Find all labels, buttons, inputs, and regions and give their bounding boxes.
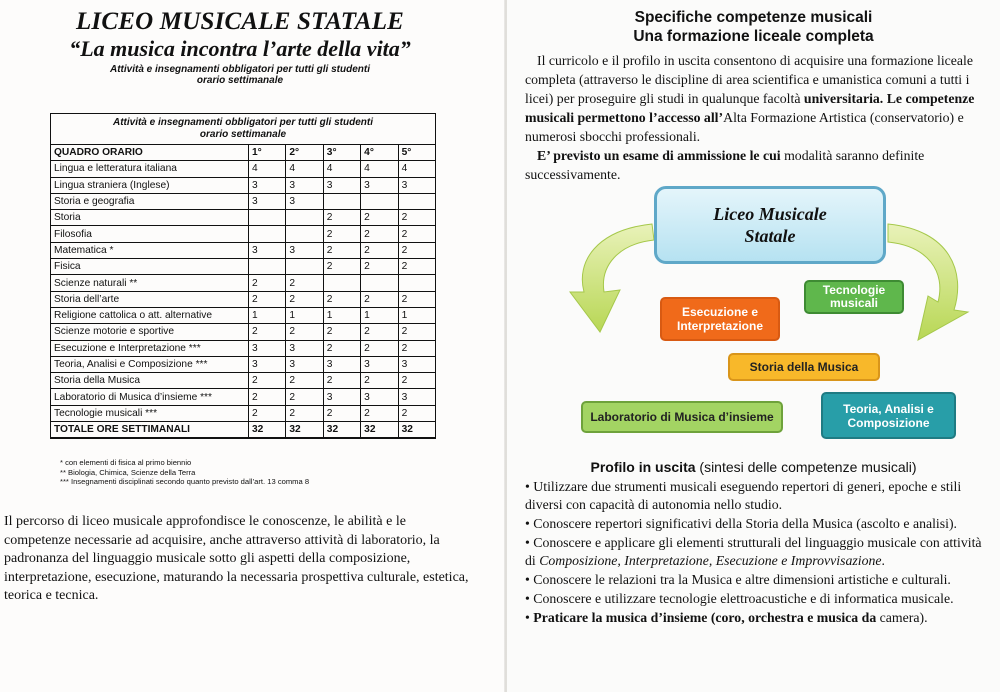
- table-cell-hours: 1: [398, 307, 435, 323]
- table-cell-subject: Scienze motorie e sportive: [51, 324, 249, 340]
- table-cell-hours: 2: [361, 226, 398, 242]
- table-cell-hours: 3: [249, 242, 286, 258]
- box-teoria-line1: Teoria, Analisi e: [843, 401, 934, 416]
- table-cell-subject: Teoria, Analisi e Composizione ***: [51, 356, 249, 372]
- schedule-table: [50, 113, 436, 439]
- table-cell-hours: 1°: [249, 145, 286, 161]
- left-arrow: [570, 224, 654, 332]
- box-tecnologie-line2: musicali: [829, 296, 878, 310]
- table-cell-hours: 32: [398, 422, 435, 438]
- table-cell-hours: [286, 226, 323, 242]
- table-cell-hours: 2°: [286, 145, 323, 161]
- box-esecuzione-line2: Interpretazione: [676, 319, 763, 333]
- footnotes: [60, 458, 309, 487]
- table-cell-hours: 2: [323, 259, 360, 275]
- table-cell-subject: TOTALE ORE SETTIMANALI: [51, 422, 249, 438]
- profile-title-bold: Profilo in uscita: [590, 459, 696, 475]
- table-cell-hours: 3: [249, 340, 286, 356]
- table-cell-hours: [398, 193, 435, 209]
- profile-title-rest: (sintesi delle competenze musicali): [695, 459, 917, 475]
- table-caption: [51, 114, 436, 145]
- list-item-text: Conoscere e applicare gli elementi strutturali del linguaggio musicale con attività di: [525, 535, 982, 569]
- table-cell-subject: QUADRO ORARIO: [51, 145, 249, 161]
- table-cell-hours: [361, 275, 398, 291]
- table-cell-hours: 2: [323, 340, 360, 356]
- list-item-text: camera).: [876, 610, 928, 626]
- table-cell-hours: 2: [398, 242, 435, 258]
- box-tecnologie-line1: Tecnologie: [822, 283, 886, 297]
- table-cell-hours: 32: [323, 422, 360, 438]
- table-cell-hours: 3: [398, 389, 435, 405]
- table-total-row: [51, 422, 436, 438]
- table-cell-hours: [249, 259, 286, 275]
- table-cell-hours: 2: [398, 291, 435, 307]
- table-cell-hours: 3: [361, 356, 398, 372]
- table-cell-hours: 3: [398, 356, 435, 372]
- table-row: [51, 259, 436, 275]
- table-cell-hours: 2: [249, 324, 286, 340]
- table-cell-hours: 2: [361, 210, 398, 226]
- table-cell-hours: 4°: [361, 145, 398, 161]
- footnote: ** Biologia, Chimica, Scienze della Terra: [60, 467, 196, 477]
- table-row: [51, 373, 436, 389]
- table-cell-hours: 2: [286, 373, 323, 389]
- table-cell-hours: 4: [361, 161, 398, 177]
- list-item: • Conoscere repertori significativi della Storia della Musica (ascolto e analisi).: [525, 516, 958, 532]
- admission-text: modalità saranno definite successivamente.: [525, 148, 925, 182]
- main-box-line2: Statale: [744, 226, 796, 246]
- right-page: [507, 0, 1000, 692]
- table-row: [51, 193, 436, 209]
- table-cell-hours: 3: [286, 356, 323, 372]
- table-cell-hours: 3: [249, 356, 286, 372]
- table-cell-hours: 2: [323, 324, 360, 340]
- table-cell-hours: 2: [361, 324, 398, 340]
- table-cell-hours: [398, 275, 435, 291]
- table-cell-hours: 1: [323, 307, 360, 323]
- table-cell-hours: 2: [286, 291, 323, 307]
- table-cell-subject: Matematica *: [51, 242, 249, 258]
- table-cell-hours: 2: [286, 389, 323, 405]
- table-cell-hours: 3: [323, 177, 360, 193]
- box-teoria: [821, 392, 956, 439]
- table-row: [51, 405, 436, 421]
- table-cell-hours: 2: [323, 373, 360, 389]
- table-cell-subject: Storia: [51, 210, 249, 226]
- table-cell-subject: Scienze naturali **: [51, 275, 249, 291]
- table-cell-hours: 4: [249, 161, 286, 177]
- section-title-line2: Una formazione liceale completa: [633, 28, 874, 45]
- intro-paragraph: [525, 51, 993, 146]
- table-cell-hours: [249, 210, 286, 226]
- table-cell-hours: 3: [249, 193, 286, 209]
- list-item: • Utilizzare due strumenti musicali eseguendo repertori di generi, epoche e stili diversi con capacità di autonomia nello studio.: [525, 479, 962, 513]
- table-cell-hours: 3: [361, 389, 398, 405]
- table-cell-hours: 2: [286, 324, 323, 340]
- table-cell-hours: 2: [249, 373, 286, 389]
- table-row: [51, 291, 436, 307]
- table-cell-hours: 1: [361, 307, 398, 323]
- footnote: *** Insegnamenti disciplinati secondo quanto previsto dall’art. 13 comma 8: [60, 477, 310, 487]
- intro-text-a: Il curricolo e il profilo in uscita consentono di acquisire una formazione liceale completa (attraverso le discipline di area scientifica e umanistica comuni a tutti i licei) per proseguire gli studi in qualunque facoltà: [525, 53, 973, 106]
- box-laboratorio: Laboratorio di Musica d’insieme: [581, 401, 783, 433]
- table-cell-subject: Tecnologie musicali ***: [51, 405, 249, 421]
- table-cell-subject: Storia della Musica: [51, 373, 249, 389]
- table-cell-hours: 3: [286, 242, 323, 258]
- table-caption-line1: Attività e insegnamenti obbligatori per tutti gli studenti: [112, 117, 373, 128]
- table-cell-hours: 32: [361, 422, 398, 438]
- table-header-row: [51, 145, 436, 161]
- table-cell-hours: 2: [361, 291, 398, 307]
- table-row: [51, 389, 436, 405]
- schedule-subtitle-line1: Attività e insegnamenti obbligatori per tutti gli studenti: [109, 64, 370, 75]
- table-cell-hours: 3: [398, 177, 435, 193]
- table-cell-hours: 3: [286, 177, 323, 193]
- intro-text: [525, 51, 993, 184]
- table-cell-hours: 2: [323, 291, 360, 307]
- table-cell-hours: 3: [361, 177, 398, 193]
- admission-paragraph: [525, 146, 993, 184]
- table-cell-hours: 2: [398, 340, 435, 356]
- table-cell-subject: Filosofia: [51, 226, 249, 242]
- table-cell-hours: 1: [249, 307, 286, 323]
- profile-list: [525, 478, 995, 628]
- list-item-text: Utilizzare due strumenti musicali eseguendo repertori di generi, epoche e stili diversi con capacità di autonomia nello studio.: [525, 479, 962, 513]
- table-row: [51, 210, 436, 226]
- table-cell-hours: 2: [323, 242, 360, 258]
- box-esecuzione: [660, 297, 780, 341]
- competences-diagram: [562, 180, 982, 450]
- main-box-line1: Liceo Musicale: [713, 204, 827, 224]
- course-description: Il percorso di liceo musicale approfondisce le conoscenze, le abilità e le competenze necessarie ad acquisire, anche attraverso attività di laboratorio, la padronanza del linguaggio musicale sotto gli aspetti della composizione, interpretazione, esecuzione, maturando la necessaria prospettiva culturale, estetica, teorica e tecnica.: [4, 514, 469, 603]
- footnote: * con elementi di fisica al primo biennio: [60, 458, 192, 467]
- table-row: [51, 275, 436, 291]
- list-item-text: Conoscere e utilizzare tecnologie elettroacustiche e di informatica musicale.: [533, 591, 954, 607]
- table-cell-hours: 2: [323, 226, 360, 242]
- box-tecnologie: [804, 280, 904, 314]
- table-cell-hours: 3: [323, 356, 360, 372]
- list-item-text: Conoscere le relazioni tra la Musica e altre dimensioni artistiche e culturali.: [533, 572, 951, 588]
- intro-text-c: Alta Formazione Artistica (conservatorio) e numerosi sbocchi professionali.: [525, 110, 964, 144]
- box-teoria-line2: Composizione: [847, 415, 930, 430]
- table-cell-subject: Religione cattolica o att. alternative: [51, 307, 249, 323]
- table-row: [51, 340, 436, 356]
- schedule-subtitle-line2: orario settimanale: [196, 75, 284, 86]
- table-cell-hours: 2: [398, 324, 435, 340]
- table-cell-hours: 5°: [398, 145, 435, 161]
- schedule-subtitle: [0, 64, 480, 86]
- table-cell-hours: 2: [361, 242, 398, 258]
- admission-text-bold: E’ previsto un esame di ammissione le cui: [537, 148, 781, 163]
- table-cell-hours: [286, 259, 323, 275]
- table-cell-hours: 2: [249, 389, 286, 405]
- table-cell-hours: 2: [249, 291, 286, 307]
- table-cell-hours: 2: [398, 405, 435, 421]
- main-box-liceo: [654, 186, 886, 264]
- table-cell-subject: Laboratorio di Musica d’insieme ***: [51, 389, 249, 405]
- table-cell-hours: 1: [286, 307, 323, 323]
- table-cell-hours: [249, 226, 286, 242]
- table-cell-hours: 2: [398, 373, 435, 389]
- table-row: [51, 177, 436, 193]
- list-item: • Praticare la musica d’insieme (coro, orchestra e musica da camera).: [525, 610, 928, 626]
- table-cell-hours: 3: [249, 177, 286, 193]
- table-cell-subject: Fisica: [51, 259, 249, 275]
- table-cell-subject: Storia e geografia: [51, 193, 249, 209]
- list-item-post: .: [881, 553, 885, 569]
- list-item-text: Conoscere repertori significativi della Storia della Musica (ascolto e analisi).: [533, 516, 958, 532]
- table-cell-hours: [286, 210, 323, 226]
- table-cell-hours: 2: [398, 226, 435, 242]
- list-item: • Conoscere le relazioni tra la Musica e altre dimensioni artistiche e culturali.: [525, 572, 951, 588]
- table-row: [51, 242, 436, 258]
- table-cell-subject: Lingua straniera (Inglese): [51, 177, 249, 193]
- table-cell-hours: 2: [323, 210, 360, 226]
- list-item: • Conoscere e applicare gli elementi strutturali del linguaggio musicale con attività di Composizione, Interpretazione, Esecuzione e Improvvisazione.: [525, 535, 982, 569]
- table-cell-hours: 32: [249, 422, 286, 438]
- table-cell-hours: [323, 275, 360, 291]
- school-motto: “La musica incontra l’arte della vita”: [69, 36, 411, 61]
- list-item: • Conoscere e utilizzare tecnologie elettroacustiche e di informatica musicale.: [525, 591, 954, 607]
- table-cell-hours: 2: [398, 259, 435, 275]
- table-row: [51, 307, 436, 323]
- table-cell-hours: 3: [286, 193, 323, 209]
- table-cell-hours: 4: [323, 161, 360, 177]
- table-cell-hours: 3: [323, 389, 360, 405]
- table-cell-subject: Storia dell’arte: [51, 291, 249, 307]
- table-cell-hours: [361, 193, 398, 209]
- section-title: [507, 8, 1000, 46]
- table-cell-hours: 2: [249, 405, 286, 421]
- intro-text-b: universitaria. Le competenze musicali permettono l’accesso all’: [525, 91, 975, 125]
- table-cell-subject: Lingua e letteratura italiana: [51, 161, 249, 177]
- table-cell-subject: Esecuzione e Interpretazione ***: [51, 340, 249, 356]
- table-cell-hours: 3: [286, 340, 323, 356]
- table-cell-hours: 3°: [323, 145, 360, 161]
- school-title: LICEO MUSICALE STATALE: [75, 8, 405, 35]
- box-esecuzione-line1: Esecuzione e: [681, 305, 758, 319]
- table-cell-hours: 2: [361, 405, 398, 421]
- profile-title: [507, 459, 1000, 475]
- table-cell-hours: 2: [323, 405, 360, 421]
- table-row: [51, 226, 436, 242]
- table-cell-hours: 4: [398, 161, 435, 177]
- table-cell-hours: 2: [361, 373, 398, 389]
- table-row: [51, 356, 436, 372]
- table-row: [51, 324, 436, 340]
- list-item-bold: Praticare la musica d’insieme (coro, orchestra e musica da: [533, 610, 877, 626]
- table-row: [51, 161, 436, 177]
- table-cell-hours: [323, 193, 360, 209]
- list-item-italic: Composizione, Interpretazione, Esecuzione e Improvvisazione: [539, 553, 882, 569]
- table-cell-hours: 2: [398, 210, 435, 226]
- table-cell-hours: 4: [286, 161, 323, 177]
- table-cell-hours: 2: [286, 405, 323, 421]
- table-cell-hours: 2: [361, 340, 398, 356]
- table-cell-hours: 2: [361, 259, 398, 275]
- table-cell-hours: 2: [286, 275, 323, 291]
- box-storia: Storia della Musica: [728, 353, 880, 381]
- table-cell-hours: 32: [286, 422, 323, 438]
- table-cell-hours: 2: [249, 275, 286, 291]
- section-title-line1: Specifiche competenze musicali: [634, 9, 873, 26]
- table-caption-line2: orario settimanale: [199, 129, 287, 140]
